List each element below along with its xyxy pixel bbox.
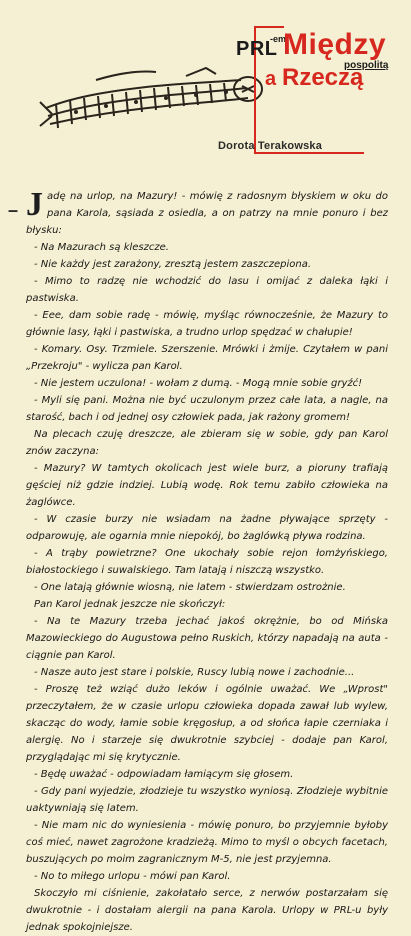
paragraph-10: - Mazury? W tamtych okolicach jest wiele burz, a pioruny trafiają gęściej niż gdzie indziej. Lubią wodę. Rok temu zabiło człowieka na żaglówce. — [26, 463, 388, 508]
author-name: Dorota Terakowska — [218, 140, 323, 152]
series-miedzy: Między — [283, 28, 387, 61]
paragraph-20: - Nie mam nic do wyniesienia - mówię ponuro, bo przyjemnie byłoby coś mieć, nawet zagrożone kradzieżą. Mimo to myśl o obcych facetach, buszujących po moim zagranicznym M-5, nie jest przyjemna. — [26, 820, 388, 865]
paragraph-17: - Proszę też wziąć dużo leków i ogólnie uważać. We „Wprost" przeczytałem, że w czasie urlopu człowieka dopada zawał lub wylew, skacząc do wody, łamie sobie kręgosłup, a od słońca łapie czerniaka i alergię. No i starzeje się dwukrotnie szybciej - dodaje pan Karol, przyglądając mi się krytycznie. — [26, 684, 388, 763]
paragraph-6: - Komary. Osy. Trzmiele. Szerszenie. Mrówki i żmije. Czytałem w pani „Przekroju" - wylicza pan Karol. — [26, 344, 388, 372]
paragraph-22: Skoczyło mi ciśnienie, zakołatało serce, z nerwów postarzałam się dwukrotnie - i dostałam alergii na pana Karola. Urlopy w PRL-u były jednak spokojniejsze. — [26, 888, 388, 933]
paragraph-15: - Na te Mazury trzeba jechać jakoś okrężnie, bo od Mińska Mazowieckiego do Augustowa pełno Ruskich, którzy napadają na auta - ciągnie pan Karol. — [26, 616, 388, 661]
paragraph-9: Na plecach czuję dreszcze, ale zbieram się w sobie, gdy pan Karol znów zaczyna: — [26, 429, 388, 457]
series-a: a — [265, 68, 277, 90]
paragraph-12: - A trąby powietrzne? One ukochały sobie rejon łomżyńskiego, białostockiego i suwalskiego. Tam latają i niszczą wszystko. — [26, 548, 388, 576]
paragraph-21: - No to miłego urlopu - mówi pan Karol. — [34, 871, 231, 882]
paragraph-13: - One latają głównie wiosną, nie latem - stwierdzam ostrożnie. — [34, 582, 346, 593]
red-frame-bottom — [254, 152, 364, 154]
paragraph-7: - Nie jestem uczulona! - wołam z dumą. - Mogą mnie sobie gryźć! — [34, 378, 363, 389]
paragraph-4: - Mimo to radzę nie wchodzić do lasu i omijać z daleka łąki i pastwiska. — [26, 276, 388, 304]
paragraph-11: - W czasie burzy nie wsiadam na żadne pływające sprzęty - odparowuję, ale ogarnia mnie niepokój, bo żaglówką pływa rodzina. — [26, 514, 388, 542]
series-em: -em — [270, 34, 287, 44]
article-header — [0, 0, 411, 160]
red-frame-top — [254, 26, 284, 28]
paragraph-5: - Eee, dam sobie radę - mówię, myśląc równocześnie, że Mazury to głównie lasy, łąki i pastwiska, a trudno urlop spędzać w chałupie! — [26, 310, 388, 338]
lead-dash: – — [8, 200, 19, 220]
article-body — [26, 188, 388, 936]
series-prl: PRL — [236, 38, 278, 60]
paragraph-19: - Gdy pani wyjedzie, złodzieje tu wszystko wyniosą. Złodzieje wybitnie uaktywniają się latem. — [26, 786, 388, 814]
series-rzecza: Rzeczą — [282, 64, 364, 91]
lying-figure-icon — [36, 56, 266, 136]
paragraph-1: Jadę na urlop, na Mazury! - mówię z radosnym błyskiem w oku do pana Karola, sąsiada z osiedla, a on patrzy na mnie ponuro i bez błysku: — [26, 186, 388, 236]
drop-cap: J — [26, 186, 43, 223]
series-pospolita: pospolitą — [344, 60, 389, 71]
paragraph-18: - Będę uważać - odpowiadam łamiącym się głosem. — [34, 769, 294, 780]
paragraph-8: - Myli się pani. Można nie być uczulonym przez całe lata, a nagle, na starość, bach i od jednej osy człowiek pada, jak rażony gromem! — [26, 395, 388, 423]
paragraph-16: - Nasze auto jest stare i polskie, Ruscy lubią nowe i zachodnie... — [34, 667, 355, 678]
paragraph-14: Pan Karol jednak jeszcze nie skończył: — [34, 599, 226, 610]
paragraph-3: - Nie każdy jest zarażony, zresztą jestem zaszczepiona. — [34, 259, 312, 270]
paragraph-2: - Na Mazurach są kleszcze. — [34, 242, 169, 253]
